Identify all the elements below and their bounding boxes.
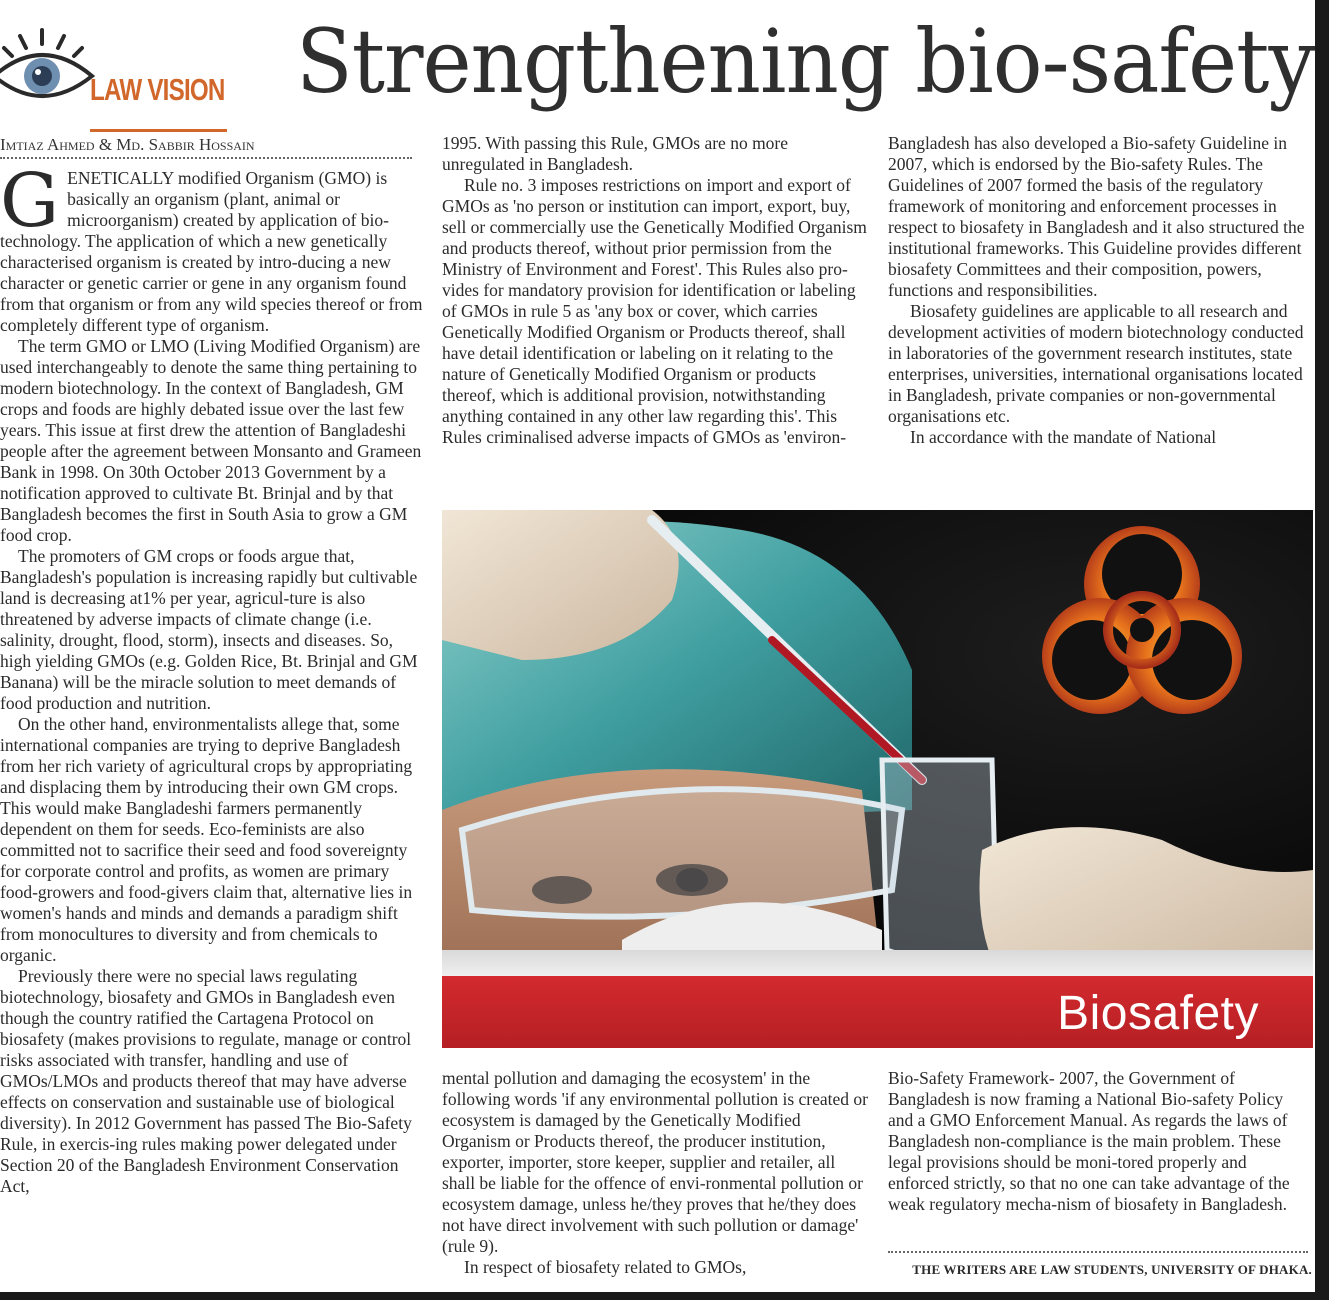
drop-cap: G — [0, 168, 60, 244]
article-paragraph: The promoters of GM crops or foods argue that, Bangladesh's population is increasing rapidly but cultivable land is decreasing at1% per year, agricul-ture is also threatened by adverse impacts of climate change (i.e. salinity, drought, flood, storm), insects and diseases. So, high yielding GMOs (e.g. Golden Rice, Bt. Brinjal and GM Banana) will be the miracle solution to meet demands of food production and nutrition. — [0, 546, 418, 713]
headline: Strengthening bio-safety — [296, 10, 1315, 113]
article-paragraph: In respect of biosafety related to GMOs, — [464, 1257, 747, 1277]
page-edge-bottom — [0, 1292, 1329, 1300]
article-column-1 — [0, 168, 424, 1283]
logo-underline — [90, 129, 227, 132]
banner-caption: Biosafety — [1057, 987, 1259, 1040]
eye-icon — [0, 28, 100, 108]
article-column-3-top — [888, 133, 1312, 493]
article-paragraph: Biosafety guidelines are applicable to all research and development activities of modern biotechnology conducted in laboratories of the government research institutes, state enterprises, universities, international organisations located in Bangladesh, private companies or non-governmental organisations etc. — [888, 301, 1304, 426]
article-column-2-bottom — [442, 1068, 870, 1283]
photo-grey-band — [442, 950, 1313, 978]
page-edge-right — [1315, 0, 1329, 1300]
lab-scientist-illustration — [442, 510, 1313, 980]
article-paragraph: mental pollution and damaging the ecosystem' in the following words 'if any environmental pollution is created or ecosystem is damaged by the Genetically Modified Organism or Products thereof, the producer institution, exporter, importer, store keeper, supplier and retailer, all shall be liable for the offence of envi-ronmental pollution or ecosystem damage, unless he/they proves that he/they does not have direct involvement with such pollution or damage' (rule 9). — [442, 1068, 868, 1256]
article-paragraph: In accordance with the mandate of National — [910, 427, 1217, 447]
article-column-2-top — [442, 133, 870, 493]
section-logo-text: LAW VISION — [90, 72, 225, 107]
article-paragraph: Previously there were no special laws regulating biotechnology, biosafety and GMOs in Bangladesh even though the country ratified the Cartagena Protocol on biosafety (makes provisions to regulate, manage or control risks associated with transfer, handling and use of GMOs/LMOs and products thereof that may have adverse effects on conservation and sustainable use of biological diversity). In 2012 Government has passed The Bio-Safety Rule, in exercis-ing rules making power delegated under Section 20 of the Bangladesh Environment Conservation Act, — [0, 966, 412, 1196]
article-paragraph: The term GMO or LMO (Living Modified Organism) are used interchangeably to denote the same thing pertaining to modern biotechnology. In the context of Bangladesh, GM crops and foods are highly debated issue over the last few years. This issue at first drew the attention of Bangladeshi people after the agreement between Monsanto and Grameen Bank in 1998. On 30th October 2013 Government by a notification approved to cultivate Bt. Brinjal and by that Bangladesh becomes the first in South Asia to grow a GM food crop. — [0, 336, 422, 545]
law-vision-logo — [0, 28, 240, 113]
byline: Imtiaz Ahmed & Md. Sabbir Hossain — [0, 135, 255, 154]
biosafety-photo — [442, 510, 1313, 1048]
article-column-3-bottom — [888, 1068, 1312, 1238]
caption-banner — [442, 976, 1313, 1048]
article-paragraph: On the other hand, environmentalists allege that, some international companies are trying to deprive Bangladesh from her rich variety of agricultural crops by appropriating and displacing them by introducing their own GM crops. This would make Bangladeshi farmers permanently dependent on them for seeds. Eco-feminists are also committed not to sacrifice their seed and food sovereignty for corporate control and profits, as women are primary food-growers and food-givers claim that, alternative lies in women's hands and minds and demands a paradigm shift from monocultures to diversity and from chemicals to organic. — [0, 714, 413, 965]
article-paragraph: Bio-Safety Framework- 2007, the Government of Bangladesh is now framing a National Bio-safety Policy and a GMO Enforcement Manual. As regards the laws of Bangladesh non-compliance is the main problem. These legal provisions should be moni-tored properly and enforced strictly, so that no one can take advantage of the weak regulatory mecha-nism of biosafety in Bangladesh. — [888, 1068, 1290, 1214]
article-paragraph: GENETICALLY modified Organism (GMO) is basically an organism (plant, animal or microorganism) created by application of bio-technology. The application of which a new genetically characterised organism is created by intro-ducing a new character or genetic carrier or gene in any organism found from that organism or from any wild species thereof or from completely different type of organism. — [0, 168, 423, 335]
writers-credit: THE WRITERS ARE LAW STUDENTS, UNIVERSITY OF DHAKA. — [912, 1262, 1312, 1277]
byline-divider — [0, 157, 412, 159]
article-paragraph: 1995. With passing this Rule, GMOs are no more unregulated in Bangladesh. — [442, 133, 789, 174]
credit-divider — [888, 1251, 1308, 1253]
article-paragraph: Rule no. 3 imposes restrictions on import and export of GMOs as 'no person or institution can import, export, buy, sell or commercially use the Genetically Modified Organism and products thereof, without prior permission from the Ministry of Environment and Forest'. This Rules also pro-vides for mandatory provision for identification or labeling of GMOs in rule 5 as 'any box or cover, which carries Genetically Modified Organism or Products thereof, shall have detail identification or labeling on it relating to the nature of Genetically Modified Organism or products thereof, which is additional provision, notwithstanding anything contained in any other law regarding this'. This Rules criminalised adverse impacts of GMOs as 'environ- — [442, 175, 867, 447]
article-paragraph: Bangladesh has also developed a Bio-safety Guideline in 2007, which is endorsed by the Bio-safety Rules. The Guidelines of 2007 formed the basis of the regulatory framework of monitoring and enforcement processes in respect to biosafety in Bangladesh and it also structured the institutional frameworks. This Guideline provides different biosafety Committees and their composition, powers, functions and responsibilities. — [888, 133, 1305, 300]
